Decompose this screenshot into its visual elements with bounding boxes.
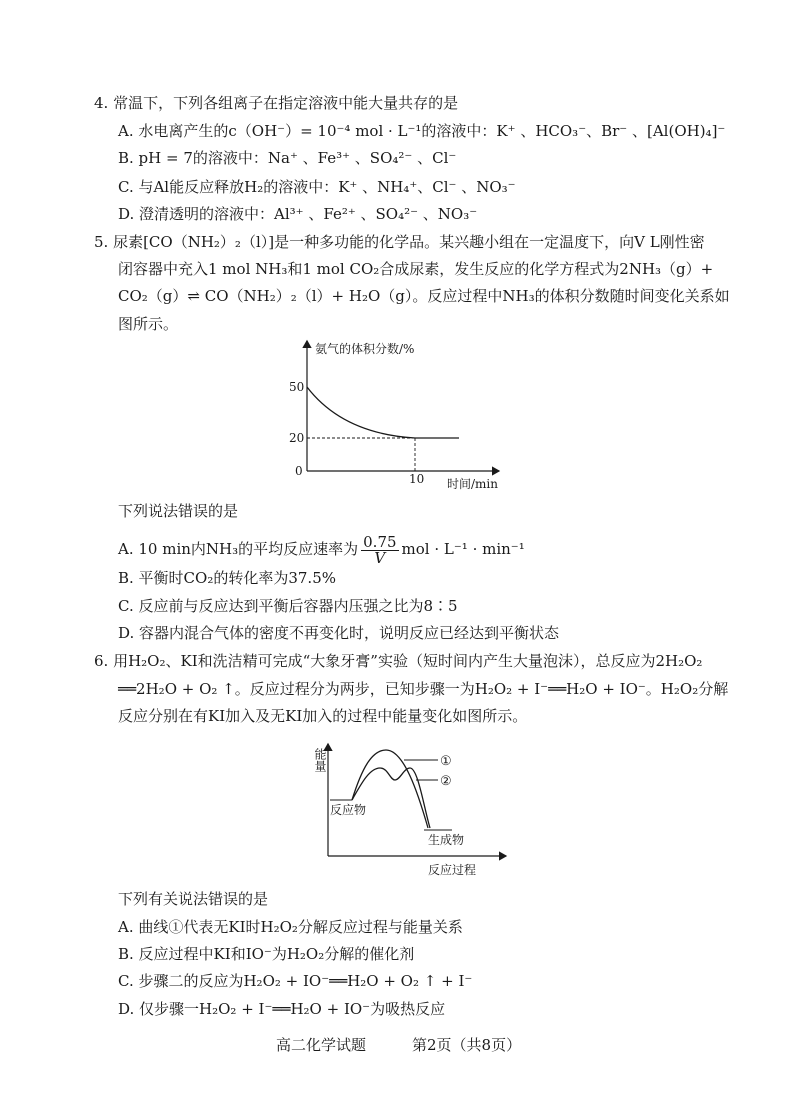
q5-line-2: 闭容器中充入1 mol NH₃和1 mol CO₂合成尿素，发生反应的化学方程式为2NH₃（g）+ [118, 260, 714, 278]
q5-line-4: 图所示。 [118, 315, 179, 333]
x-tick-10: 10 [409, 472, 425, 486]
q5-line-1: 5. 尿素[CO（NH₂）₂（l）]是一种多功能的化学品。某兴趣小组在一定温度下，向V L刚性密 [94, 233, 705, 251]
q5-question: 下列说法错误的是 [118, 502, 239, 520]
footer-page-number: 第2页（共8页） [412, 1036, 522, 1054]
energy-y-label-text: 能量 [313, 748, 327, 772]
energy-y-label [313, 747, 327, 772]
footer-subject: 高二化学试题 [276, 1036, 367, 1054]
q4-option-a: A. 水电离产生的c（OH⁻）= 10⁻⁴ mol · L⁻¹的溶液中：K⁺ 、HCO₃⁻、Br⁻ 、[Al(OH)₄]⁻ [118, 122, 726, 140]
q5-option-a-prefix: A. 10 min内NH₃的平均反应速率为 [118, 540, 359, 558]
q4-option-d: D. 澄清透明的溶液中：Al³⁺ 、Fe²⁺ 、SO₄²⁻ 、NO₃⁻ [118, 205, 478, 223]
q6-line-3: 反应分别在有KI加入及无KI加入的过程中能量变化如图所示。 [118, 707, 528, 725]
energy-diagram [300, 738, 520, 878]
nh3-curve [307, 387, 459, 438]
q6-option-b: B. 反应过程中KI和IO⁻为H₂O₂分解的催化剂 [118, 945, 415, 963]
product-label: 生成物 [428, 833, 465, 847]
reactant-label: 反应物 [330, 803, 367, 817]
q6-option-d: D. 仅步骤一H₂O₂ + I⁻══H₂O + IO⁻为吸热反应 [118, 1000, 446, 1018]
q6-line-1: 6. 用H₂O₂、KI和洗洁精可完成“大象牙膏”实验（短时间内产生大量泡沫），总反应为2H₂O₂ [94, 652, 703, 670]
rate-fraction [361, 532, 398, 567]
curve-2-label: ② [440, 774, 452, 789]
q6-question: 下列有关说法错误的是 [118, 890, 269, 908]
rate-fraction-numerator: 0.75 [363, 532, 397, 551]
x-axis-label: 时间/min [447, 477, 498, 491]
q4-option-b: B. pH = 7的溶液中：Na⁺ 、Fe³⁺ 、SO₄²⁻ 、Cl⁻ [118, 149, 457, 167]
q6-option-a: A. 曲线①代表无KI时H₂O₂分解反应过程与能量关系 [118, 918, 463, 936]
q5-option-d: D. 容器内混合气体的密度不再变化时，说明反应已经达到平衡状态 [118, 624, 560, 642]
q4-option-c: C. 与Al能反应释放H₂的溶液中：K⁺ 、NH₄⁺、Cl⁻ 、NO₃⁻ [118, 178, 516, 196]
y-tick-0: 0 [295, 464, 303, 478]
nh3-fraction-chart [285, 335, 515, 495]
energy-x-label: 反应过程 [428, 863, 477, 877]
q5-option-a-suffix: mol · L⁻¹ · min⁻¹ [401, 540, 525, 558]
q5-option-b: B. 平衡时CO₂的转化率为37.5% [118, 569, 336, 587]
q5-option-a [118, 534, 525, 566]
y-tick-50: 50 [289, 380, 305, 394]
q6-line-2: ══2H₂O + O₂ ↑。反应过程分为两步，已知步骤一为H₂O₂ + I⁻══H₂O + IO⁻。H₂O₂分解 [118, 680, 729, 698]
curve-1-label: ① [440, 754, 452, 769]
y-axis-label: 氨气的体积分数/% [315, 342, 415, 356]
q5-line-3: CO₂（g）⇌ CO（NH₂）₂（l）+ H₂O（g）。反应过程中NH₃的体积分数随时间变化关系如 [118, 287, 730, 305]
y-tick-20: 20 [289, 431, 305, 445]
q5-option-c: C. 反应前与反应达到平衡后容器内压强之比为8∶5 [118, 597, 458, 615]
q6-option-c: C. 步骤二的反应为H₂O₂ + IO⁻══H₂O + O₂ ↑ + I⁻ [118, 972, 473, 990]
q4-stem: 4. 常温下，下列各组离子在指定溶液中能大量共存的是 [94, 94, 459, 112]
rate-fraction-denominator: V [374, 548, 386, 567]
